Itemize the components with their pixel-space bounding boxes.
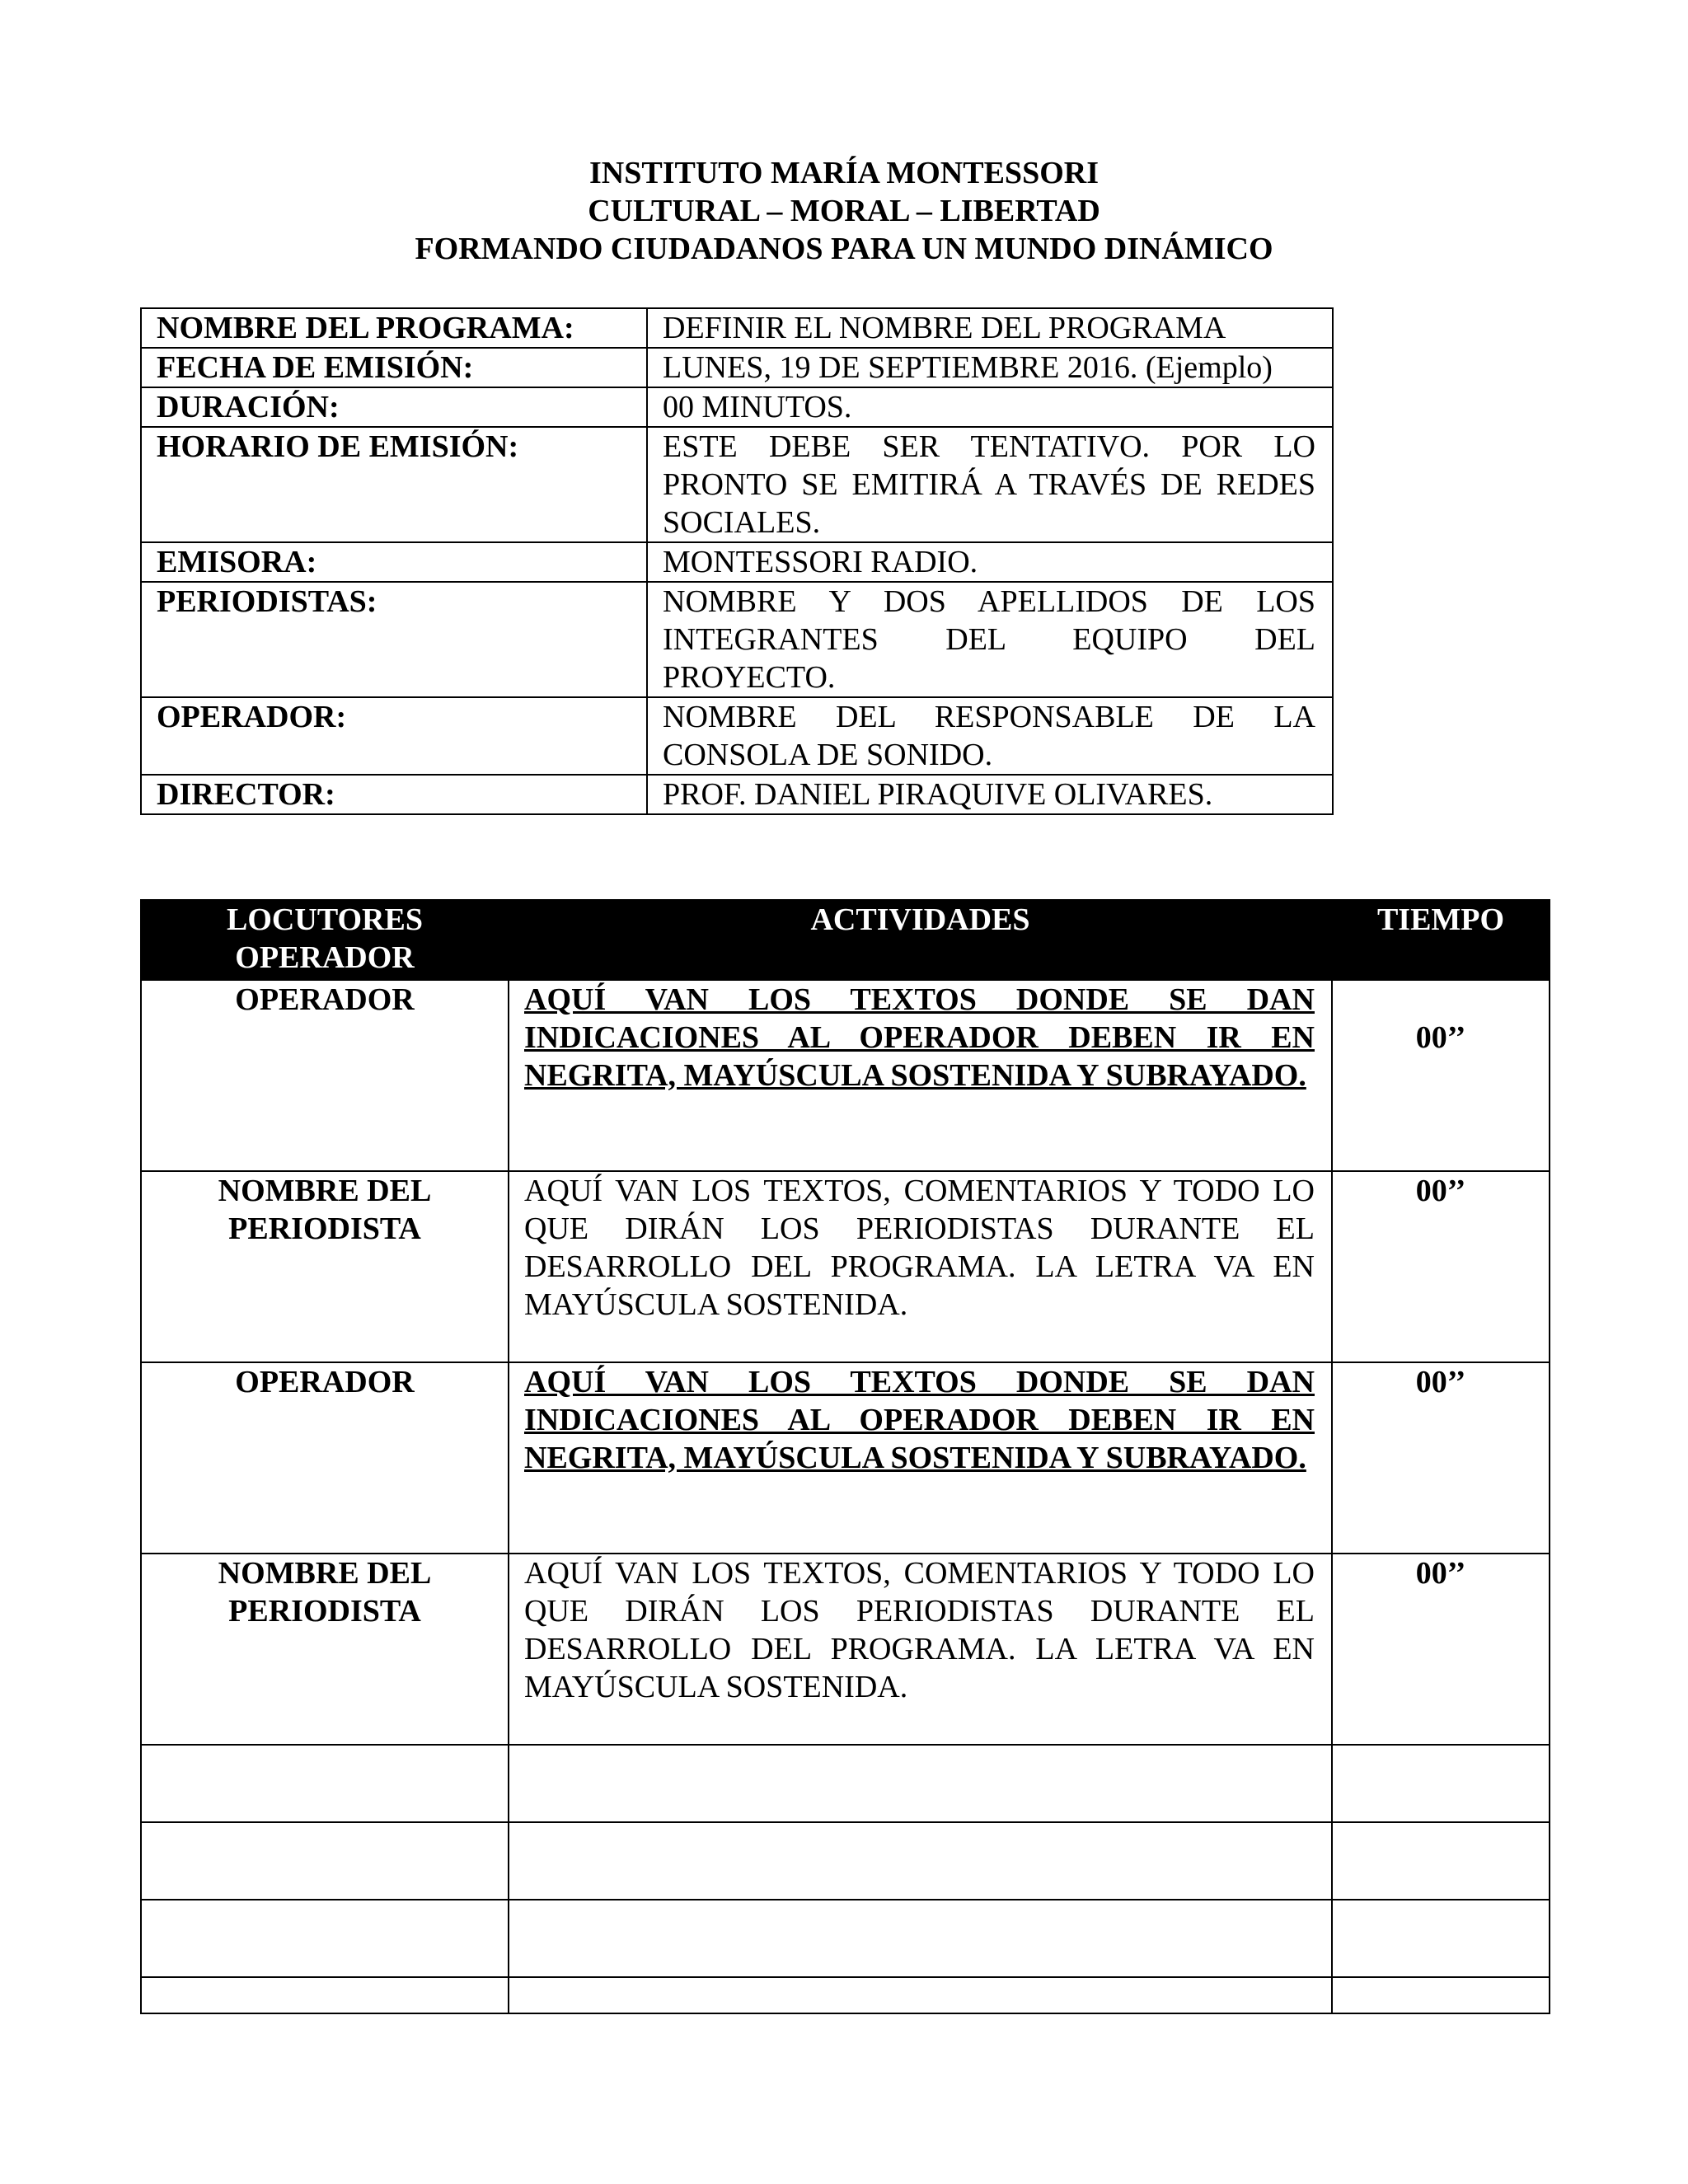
info-value: ESTE DEBE SER TENTATIVO. POR LO PRONTO SE EMITIRÁ A TRAVÉS DE REDES SOCIALES. [647,427,1333,542]
activity-cell: AQUÍ VAN LOS TEXTOS DONDE SE DAN INDICACIONES AL OPERADOR DEBEN IR EN NEGRITA, MAYÚSCULA SOSTENIDA Y SUBRAYADO. [509,980,1332,1171]
time-value: 00’’ [1415,1020,1466,1055]
document-header [0,154,1688,268]
activity-cell: AQUÍ VAN LOS TEXTOS, COMENTARIOS Y TODO LO QUE DIRÁN LOS PERIODISTAS DURANTE EL DESARROLLO DEL PROGRAMA. LA LETRA VA EN MAYÚSCULA SOSTENIDA. [509,1554,1332,1745]
info-label: OPERADOR: [141,697,647,775]
info-row [141,348,1333,387]
empty-row [141,1900,1550,1977]
institute-motto: CULTURAL – MORAL – LIBERTAD [588,194,1100,228]
empty-cell [509,1900,1332,1977]
speaker-cell [141,1171,509,1362]
program-info-table [140,307,1334,815]
info-label: DIRECTOR: [141,775,647,814]
speaker-cell [141,1554,509,1745]
header-tiempo: TIEMPO [1332,900,1550,980]
speaker-cell: OPERADOR [141,980,509,1171]
info-value: PROF. DANIEL PIRAQUIVE OLIVARES. [647,775,1333,814]
empty-row [141,1977,1550,2013]
info-label: FECHA DE EMISIÓN: [141,348,647,387]
script-row [141,980,1550,1171]
info-label: PERIODISTAS: [141,582,647,697]
info-label: NOMBRE DEL PROGRAMA: [141,308,647,348]
speaker-line1: NOMBRE DEL [218,1556,432,1591]
time-cell: 00’’ [1332,1171,1550,1362]
info-value: NOMBRE DEL RESPONSABLE DE LA CONSOLA DE SONIDO. [647,697,1333,775]
time-cell: 00’’ [1332,1362,1550,1554]
info-row [141,308,1333,348]
info-row [141,582,1333,697]
header-locutores-line2: OPERADOR [235,940,415,975]
empty-cell [141,1977,509,2013]
empty-cell [141,1900,509,1977]
institute-slogan: FORMANDO CIUDADANOS PARA UN MUNDO DINÁMICO [415,232,1273,266]
info-value: DEFINIR EL NOMBRE DEL PROGRAMA [647,308,1333,348]
speaker-cell: OPERADOR [141,1362,509,1554]
script-row [141,1554,1550,1745]
time-cell [1332,980,1550,1171]
empty-cell [1332,1900,1550,1977]
info-value: 00 MINUTOS. [647,387,1333,427]
script-row [141,1362,1550,1554]
info-label: HORARIO DE EMISIÓN: [141,427,647,542]
empty-cell [509,1745,1332,1822]
empty-row [141,1745,1550,1822]
header-locutores [141,900,509,980]
empty-cell [141,1745,509,1822]
institute-name: INSTITUTO MARÍA MONTESSORI [588,156,1099,190]
info-value: NOMBRE Y DOS APELLIDOS DE LOS INTEGRANTES DEL EQUIPO DEL PROYECTO. [647,582,1333,697]
header-locutores-line1: LOCUTORES [227,902,423,937]
activity-cell: AQUÍ VAN LOS TEXTOS, COMENTARIOS Y TODO LO QUE DIRÁN LOS PERIODISTAS DURANTE EL DESARROLLO DEL PROGRAMA. LA LETRA VA EN MAYÚSCULA SOSTENIDA. [509,1171,1332,1362]
empty-row [141,1822,1550,1900]
empty-cell [1332,1745,1550,1822]
info-row [141,697,1333,775]
info-label: DURACIÓN: [141,387,647,427]
script-header-row [141,900,1550,980]
info-value: MONTESSORI RADIO. [647,542,1333,582]
empty-cell [509,1822,1332,1900]
speaker-line2: PERIODISTA [228,1594,421,1629]
activity-cell: AQUÍ VAN LOS TEXTOS DONDE SE DAN INDICACIONES AL OPERADOR DEBEN IR EN NEGRITA, MAYÚSCULA SOSTENIDA Y SUBRAYADO. [509,1362,1332,1554]
info-row [141,775,1333,814]
info-row [141,387,1333,427]
script-row [141,1171,1550,1362]
empty-cell [1332,1822,1550,1900]
speaker-line1: NOMBRE DEL [218,1174,432,1208]
script-table [140,899,1550,2014]
info-row [141,542,1333,582]
info-value: LUNES, 19 DE SEPTIEMBRE 2016. (Ejemplo) [647,348,1333,387]
speaker-line2: PERIODISTA [228,1212,421,1246]
info-label: EMISORA: [141,542,647,582]
info-row [141,427,1333,542]
empty-cell [141,1822,509,1900]
empty-cell [509,1977,1332,2013]
time-cell: 00’’ [1332,1554,1550,1745]
empty-cell [1332,1977,1550,2013]
header-actividades: ACTIVIDADES [509,900,1332,980]
